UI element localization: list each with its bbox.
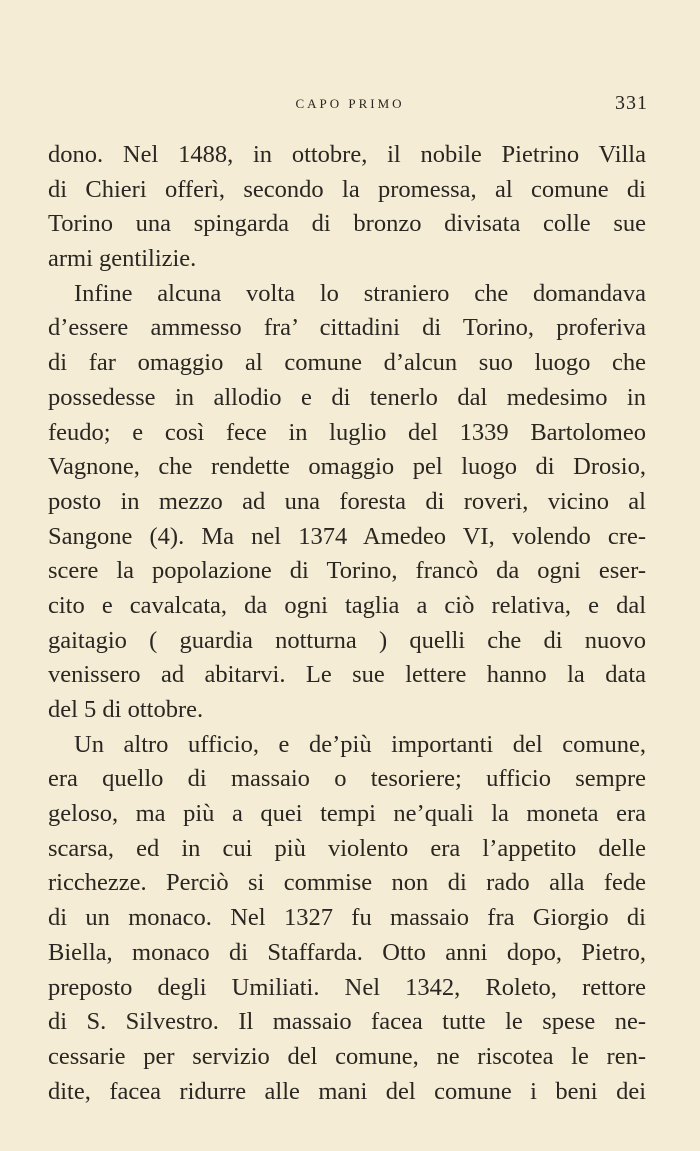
text-line: preposto degli Umiliati. Nel 1342, Roleto, rettore bbox=[48, 973, 646, 1001]
text-line: gaitagio ( guardia notturna ) quelli che di nuovo bbox=[48, 626, 646, 654]
text-line: di un monaco. Nel 1327 fu massaio fra Giorgio di bbox=[48, 904, 646, 932]
text-line: armi gentilizie. bbox=[48, 245, 197, 273]
text-line: venissero ad abitarvi. Le sue lettere hanno la data bbox=[48, 661, 646, 689]
chapter-title: CAPO PRIMO bbox=[295, 96, 405, 111]
text-line: scere la popolazione di Torino, francò da ogni eser- bbox=[48, 557, 646, 585]
text-line: feudo; e così fece in luglio del 1339 Bartolomeo bbox=[48, 418, 646, 446]
body-text bbox=[48, 138, 646, 1109]
text-line: scarsa, ed in cui più violento era l’appetito delle bbox=[48, 834, 646, 862]
text-line: posto in mezzo ad una foresta di roveri, vicino al bbox=[48, 487, 646, 515]
text-line: cito e cavalcata, da ogni taglia a ciò relativa, e dal bbox=[48, 591, 646, 619]
text-line: di Chieri offerì, secondo la promessa, al comune di bbox=[48, 175, 646, 203]
text-line: Vagnone, che rendette omaggio pel luogo di Drosio, bbox=[48, 453, 646, 481]
text-line: di far omaggio al comune d’alcun suo luogo che bbox=[48, 349, 646, 377]
text-line: dono. Nel 1488, in ottobre, il nobile Pietrino Villa bbox=[48, 141, 646, 168]
text-line: cessarie per servizio del comune, ne riscotea le ren- bbox=[48, 1042, 646, 1070]
text-line: di S. Silvestro. Il massaio facea tutte le spese ne- bbox=[48, 1008, 646, 1036]
text-line: ricchezze. Perciò si commise non di rado alla fede bbox=[48, 869, 646, 897]
text-line: geloso, ma più a quei tempi ne’quali la moneta era bbox=[48, 800, 646, 828]
text-line: Sangone (4). Ma nel 1374 Amedeo VI, volendo cre- bbox=[48, 522, 646, 550]
text-line: Torino una spingarda di bronzo divisata colle sue bbox=[48, 210, 646, 238]
running-head bbox=[0, 92, 700, 116]
text-line: del 5 di ottobre. bbox=[48, 696, 204, 723]
text-line: d’essere ammesso fra’ cittadini di Torino, proferiva bbox=[48, 314, 646, 342]
text-line: Infine alcuna volta lo straniero che domandava bbox=[74, 279, 646, 307]
text-line: Un altro ufficio, e de’più importanti del comune, bbox=[74, 730, 646, 758]
text-line: Biella, monaco di Staffarda. Otto anni dopo, Pietro, bbox=[48, 938, 646, 966]
text-line: era quello di massaio o tesoriere; ufficio sempre bbox=[48, 765, 646, 793]
text-line: possedesse in allodio e di tenerlo dal medesimo in bbox=[48, 383, 646, 411]
page-number: 331 bbox=[615, 92, 648, 114]
text-line: dite, facea ridurre alle mani del comune i beni dei bbox=[48, 1077, 646, 1105]
